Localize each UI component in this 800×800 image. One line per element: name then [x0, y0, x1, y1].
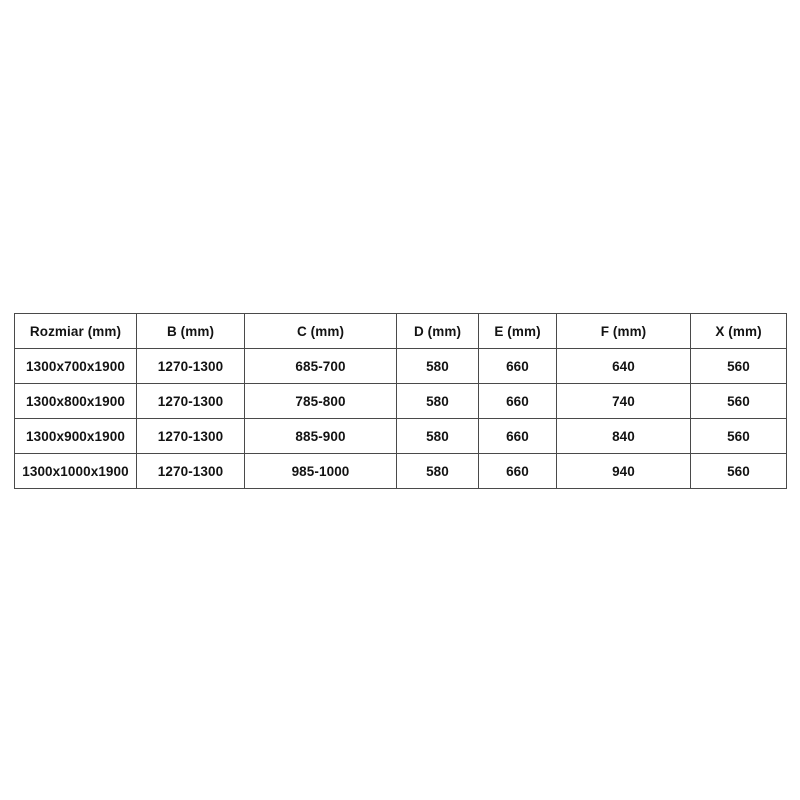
table-row [15, 419, 787, 454]
cell-f: 640 [557, 349, 691, 384]
cell-d: 580 [397, 349, 479, 384]
column-header-c: C (mm) [245, 314, 397, 349]
cell-e: 660 [479, 454, 557, 489]
cell-x: 560 [691, 419, 787, 454]
dimensions-table [14, 313, 787, 489]
column-header-b: B (mm) [137, 314, 245, 349]
cell-c: 885-900 [245, 419, 397, 454]
cell-c: 985-1000 [245, 454, 397, 489]
table-body [15, 349, 787, 489]
cell-e: 660 [479, 384, 557, 419]
cell-b: 1270-1300 [137, 349, 245, 384]
dimensions-table-container [14, 313, 786, 489]
cell-size: 1300x900x1900 [15, 419, 137, 454]
cell-b: 1270-1300 [137, 454, 245, 489]
table-row [15, 454, 787, 489]
table-row [15, 384, 787, 419]
column-header-x: X (mm) [691, 314, 787, 349]
cell-size: 1300x700x1900 [15, 349, 137, 384]
cell-c: 785-800 [245, 384, 397, 419]
cell-e: 660 [479, 349, 557, 384]
cell-f: 740 [557, 384, 691, 419]
table-header [15, 314, 787, 349]
cell-c: 685-700 [245, 349, 397, 384]
table-header-row [15, 314, 787, 349]
cell-d: 580 [397, 384, 479, 419]
table-row [15, 349, 787, 384]
cell-d: 580 [397, 419, 479, 454]
column-header-size: Rozmiar (mm) [15, 314, 137, 349]
cell-x: 560 [691, 349, 787, 384]
cell-d: 580 [397, 454, 479, 489]
cell-e: 660 [479, 419, 557, 454]
column-header-f: F (mm) [557, 314, 691, 349]
cell-size: 1300x1000x1900 [15, 454, 137, 489]
cell-f: 940 [557, 454, 691, 489]
cell-f: 840 [557, 419, 691, 454]
cell-size: 1300x800x1900 [15, 384, 137, 419]
cell-x: 560 [691, 454, 787, 489]
column-header-d: D (mm) [397, 314, 479, 349]
cell-x: 560 [691, 384, 787, 419]
column-header-e: E (mm) [479, 314, 557, 349]
cell-b: 1270-1300 [137, 384, 245, 419]
cell-b: 1270-1300 [137, 419, 245, 454]
